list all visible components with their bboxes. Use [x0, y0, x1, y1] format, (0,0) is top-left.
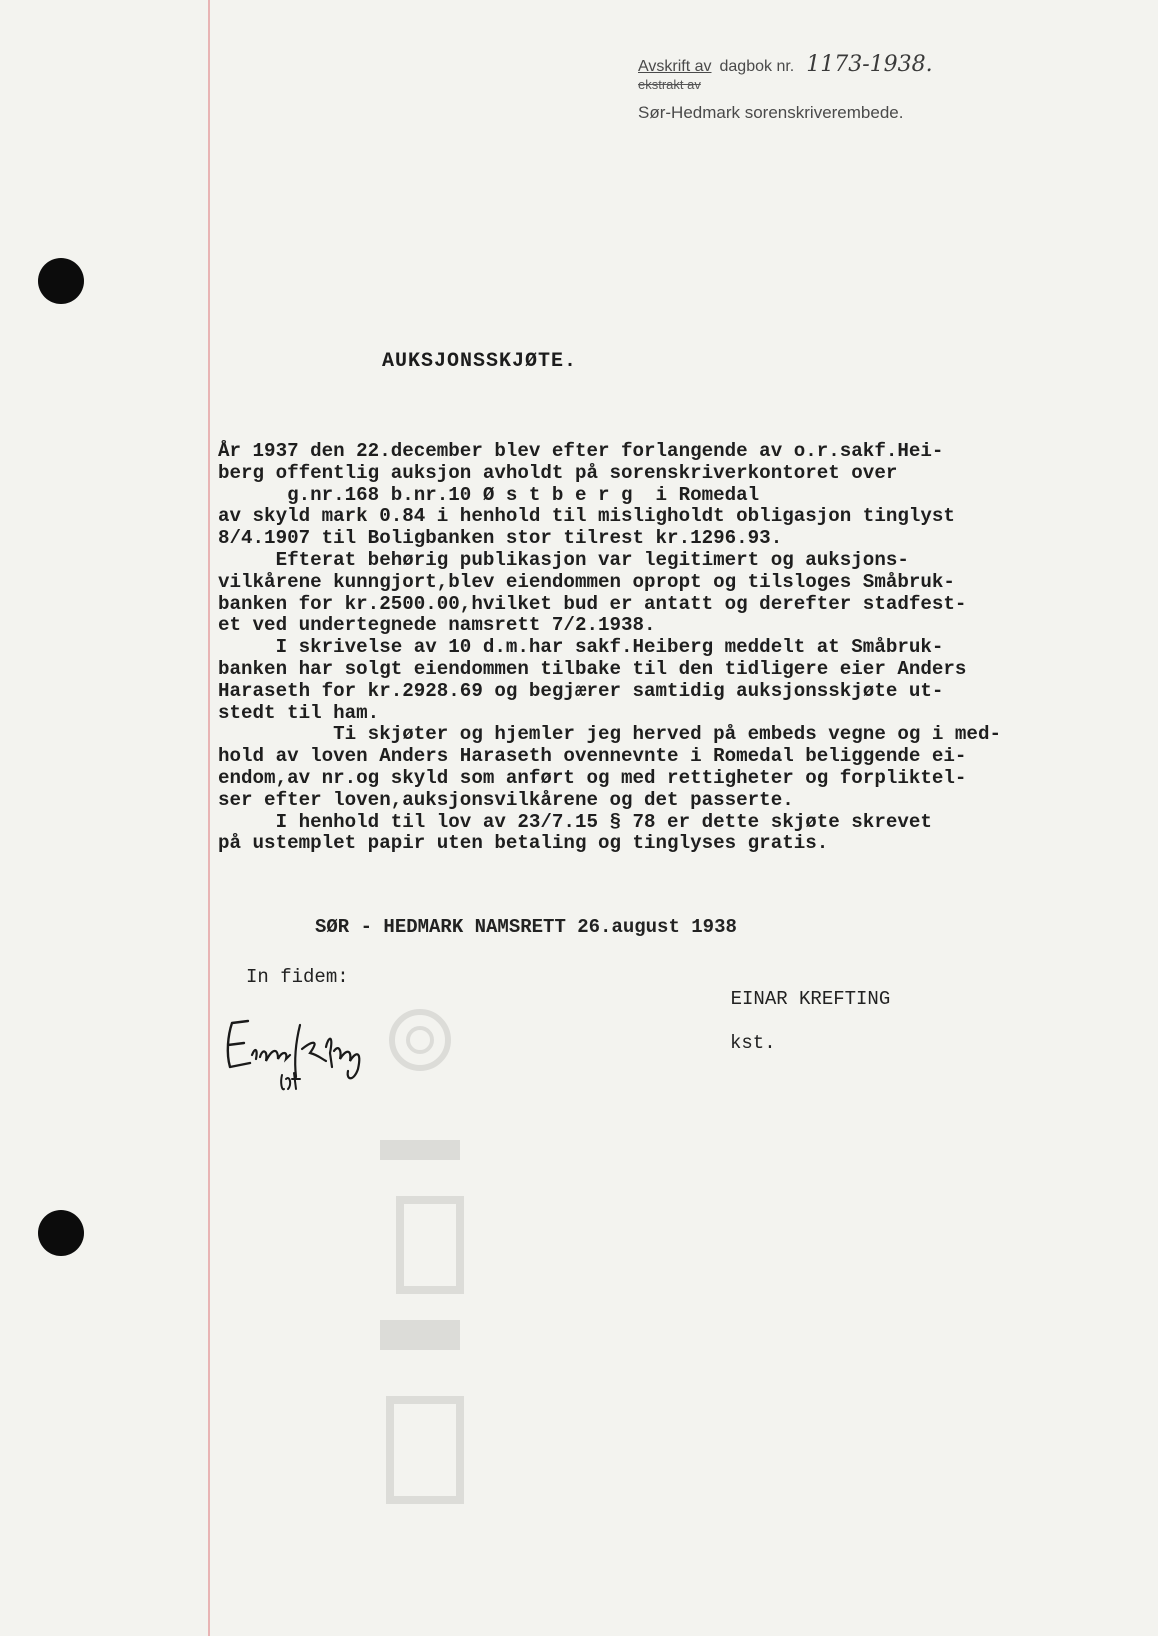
body-line: av skyld mark 0.84 i henhold til misligholdt obligasjon tinglyst: [218, 505, 955, 528]
body-line: Haraseth for kr.2928.69 og begjærer samtidig auksjonsskjøte ut-: [218, 679, 944, 702]
document-body: [218, 441, 1118, 855]
body-line: vilkårene kunngjort,blev eiendommen opropt og tilsloges Småbruk-: [218, 570, 955, 593]
body-line: I skrivelse av 10 d.m.har sakf.Heiberg meddelt at Småbruk-: [218, 636, 944, 659]
signer-title: kst.: [730, 1032, 776, 1054]
court-line: SØR - HEDMARK NAMSRETT 26.august 1938: [315, 916, 737, 938]
signer-name: EINAR KREFTING: [730, 988, 891, 1010]
body-line: banken har solgt eiendommen tilbake til den tidligere eier Anders: [218, 657, 967, 680]
stamp-avskrift: Avskrift av: [638, 58, 712, 75]
body-line: på ustemplet papir uten betaling og tinglyses gratis.: [218, 832, 829, 855]
stamp-struck-text: ekstrakt av: [638, 77, 701, 92]
stamp-dagbok-number: 1173-1938.: [806, 52, 933, 77]
body-line: ser efter loven,auksjonsvilkårene og det passerte.: [218, 788, 794, 811]
handwritten-signature: [222, 1005, 372, 1095]
body-line: endom,av nr.og skyld som anført og med rettigheter og forpliktel-: [218, 766, 967, 789]
punch-hole-top: [38, 258, 84, 304]
faint-watermark: [360, 1000, 520, 1560]
body-line: Efterat behørig publikasjon var legitimert og auksjons-: [218, 548, 909, 571]
in-fidem-label: In fidem:: [246, 966, 349, 988]
body-line: berg offentlig auksjon avholdt på sorenskriverkontoret over: [218, 461, 898, 484]
body-line: År 1937 den 22.december blev efter forlangende av o.r.sakf.Hei-: [218, 440, 944, 462]
body-line: Ti skjøter og hjemler jeg herved på embeds vegne og i med-: [218, 723, 1001, 746]
body-line: I henhold til lov av 23/7.15 § 78 er dette skjøte skrevet: [218, 810, 932, 833]
signer-block: [685, 966, 890, 1098]
registry-stamp: [638, 54, 933, 124]
body-line: hold av loven Anders Haraseth ovennevnte i Romedal beliggende ei-: [218, 745, 967, 768]
margin-line: [208, 0, 210, 1636]
stamp-dagbok-label: dagbok nr.: [719, 58, 795, 75]
body-line: et ved undertegnede namsrett 7/2.1938.: [218, 614, 656, 637]
stamp-office: Sør-Hedmark sorenskriverembede.: [638, 103, 904, 122]
punch-hole-bottom: [38, 1210, 84, 1256]
body-line: 8/4.1907 til Boligbanken stor tilrest kr.1296.93.: [218, 527, 783, 550]
body-line: g.nr.168 b.nr.10 Ø s t b e r g i Romedal: [218, 483, 760, 506]
body-line: stedt til ham.: [218, 701, 380, 724]
document-title: AUKSJONSSKJØTE.: [382, 350, 578, 373]
body-line: banken for kr.2500.00,hvilket bud er antatt og derefter stadfest-: [218, 592, 967, 615]
